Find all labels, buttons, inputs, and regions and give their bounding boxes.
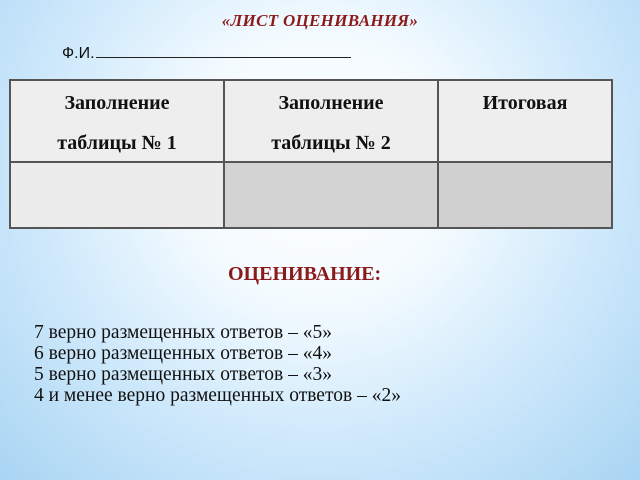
score-cell-table1[interactable]: [10, 162, 224, 228]
name-field[interactable]: [62, 42, 351, 63]
column-header-total: [438, 80, 612, 162]
table-row: [10, 162, 612, 228]
column-header-line: таблицы № 2: [271, 132, 391, 154]
column-header-table2: [224, 80, 438, 162]
column-header-table1: [10, 80, 224, 162]
evaluation-table: [9, 79, 613, 229]
grading-rules: [34, 322, 401, 406]
column-header-line: Заполнение: [278, 92, 384, 114]
score-cell-total[interactable]: [438, 162, 612, 228]
column-header-line: таблицы № 1: [57, 132, 177, 154]
column-header-line: Итоговая: [482, 92, 568, 114]
score-cell-table2[interactable]: [224, 162, 438, 228]
page-title: «ЛИСТ ОЦЕНИВАНИЯ»: [221, 11, 419, 30]
name-field-line[interactable]: [96, 42, 351, 58]
table-header-row: [10, 80, 612, 162]
grading-title: ОЦЕНИВАНИЕ:: [228, 263, 382, 285]
grading-rule: 4 и менее верно размещенных ответов – «2»: [34, 385, 401, 406]
name-field-label: Ф.И.: [62, 45, 95, 62]
grading-rule: 5 верно размещенных ответов – «3»: [34, 364, 333, 385]
grading-rule: 6 верно размещенных ответов – «4»: [34, 343, 333, 364]
grading-rule: 7 верно размещенных ответов – «5»: [34, 322, 333, 343]
column-header-line: Заполнение: [64, 92, 170, 114]
